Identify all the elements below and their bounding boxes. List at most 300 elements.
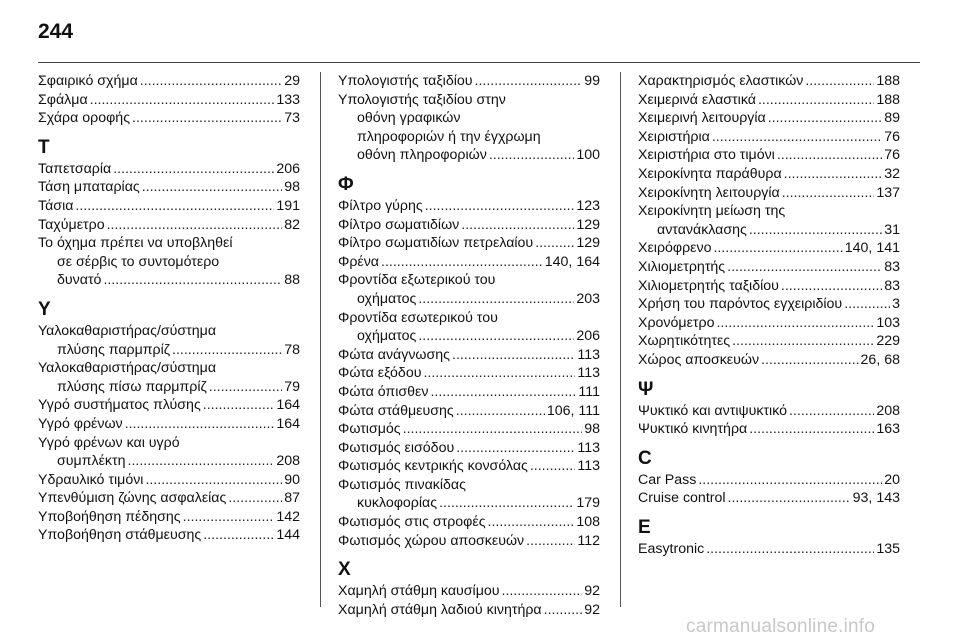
entry-leader-line	[38, 489, 300, 508]
page-reference: 103	[876, 314, 900, 331]
dot-leader	[535, 234, 574, 253]
dot-leader	[461, 216, 574, 235]
entry-term: Cruise control	[638, 490, 726, 507]
entry-leader-line	[38, 452, 300, 471]
entry-term: Φώτα όπισθεν	[338, 383, 429, 400]
header-rule	[38, 62, 920, 63]
entry-term: Σφαιρικό σχήμα	[38, 73, 138, 89]
index-entry	[638, 72, 900, 91]
page-reference: 135	[876, 540, 900, 557]
entry-leader-line	[338, 346, 600, 365]
entry-leader-line	[638, 420, 900, 439]
index-entry	[338, 234, 600, 253]
entry-term-line: Το όχημα πρέπει να υποβληθεί	[38, 235, 233, 252]
page-reference: 164	[276, 415, 300, 432]
index-entry	[638, 540, 900, 559]
index-entry	[338, 513, 600, 532]
entry-term: πλύσης παρμπρίζ	[57, 341, 171, 358]
entry-leader-line	[38, 341, 300, 360]
index-entry	[338, 601, 600, 620]
entry-leader-line	[638, 239, 900, 258]
entry-leader-line	[338, 457, 600, 476]
page-reference: 179	[576, 495, 600, 512]
index-entry	[338, 420, 600, 439]
entry-term: Easytronic	[638, 540, 705, 557]
index-entry	[38, 197, 300, 216]
page-reference: 113	[577, 346, 600, 363]
section-letter: E	[638, 516, 651, 538]
page-reference: 142	[276, 508, 300, 525]
entry-leader-line	[338, 582, 600, 601]
entry-leader-line	[338, 234, 600, 253]
entry-term: Σφάλμα	[38, 91, 88, 108]
entry-leader-line	[38, 271, 300, 290]
section-letter: Χ	[338, 559, 351, 581]
entry-term: Φίλτρο σωματιδίων πετρελαίου	[338, 235, 534, 252]
index-entry	[338, 364, 600, 383]
index-entry	[638, 165, 900, 184]
section-letter: C	[638, 447, 652, 469]
dot-leader	[712, 128, 882, 147]
entry-term: Φωτισμός εισόδου	[338, 439, 455, 456]
entry-term-line: Υπολογιστής ταξιδίου στην	[338, 91, 506, 108]
page-reference: 140, 141	[844, 240, 900, 257]
page-reference: 76	[884, 147, 900, 164]
index-entry	[38, 160, 300, 179]
page-reference: 203	[576, 290, 600, 307]
dot-leader	[183, 508, 275, 527]
index-entry	[338, 439, 600, 458]
dot-leader	[782, 184, 875, 203]
page-reference: 83	[884, 277, 900, 294]
entry-leader-line	[338, 383, 600, 402]
entry-leader-line	[638, 128, 900, 147]
entry-leader-line	[638, 295, 900, 314]
entry-leader-line	[638, 471, 900, 490]
page-reference: 113	[577, 458, 600, 475]
page-reference: 26, 68	[860, 351, 900, 368]
entry-term: Τάση μπαταρίας	[38, 179, 140, 196]
entry-term: συμπλέκτη	[57, 453, 126, 470]
index-entry	[38, 234, 300, 290]
dot-leader	[418, 327, 574, 346]
section-letter: Ψ	[638, 378, 654, 400]
dot-leader	[381, 253, 543, 272]
entry-term-line: Υαλοκαθαριστήρας/σύστημα	[38, 360, 217, 377]
entry-leader-line	[638, 91, 900, 110]
index-entry	[38, 489, 300, 508]
page-reference: 78	[284, 341, 300, 358]
page-reference: 140, 164	[544, 253, 600, 270]
dot-leader	[456, 402, 545, 421]
page-reference: 144	[276, 527, 300, 544]
dot-leader	[530, 457, 576, 476]
entry-leader-line	[38, 216, 300, 235]
dot-leader	[456, 439, 575, 458]
dot-leader	[789, 402, 874, 421]
index-entry	[638, 258, 900, 277]
index-entry	[38, 91, 300, 110]
index-entry	[338, 582, 600, 601]
page-reference: 3	[892, 296, 900, 313]
dot-leader	[75, 197, 274, 216]
entry-leader-line	[338, 513, 600, 532]
index-column-2	[338, 72, 600, 619]
entry-leader-line	[338, 290, 600, 309]
entry-term: δυνατό	[57, 272, 102, 289]
index-entry	[338, 476, 600, 513]
dot-leader	[103, 271, 282, 290]
entry-term: Car Pass	[638, 471, 697, 488]
index-entry	[38, 508, 300, 527]
page-reference: 137	[876, 184, 900, 201]
index-entry	[338, 271, 600, 308]
page-reference: 133	[276, 91, 300, 108]
dot-leader	[209, 378, 282, 397]
entry-term: Χειμερινή λειτουργία	[638, 110, 766, 127]
page-reference: 208	[276, 453, 300, 470]
section-letter: Τ	[38, 136, 50, 158]
entry-leader-line	[338, 72, 600, 91]
dot-leader	[489, 146, 575, 165]
index-column-1	[38, 72, 300, 545]
page-reference: 191	[276, 197, 300, 214]
page-reference: 98	[284, 179, 300, 196]
index-entry	[638, 128, 900, 147]
index-entry	[38, 434, 300, 471]
entry-leader-line	[638, 540, 900, 559]
entry-term-line: Υαλοκαθαριστήρας/σύστημα	[38, 322, 217, 339]
entry-term-line: σε σέρβις το συντομότερο	[57, 253, 220, 270]
dot-leader	[728, 489, 851, 508]
entry-leader-line	[38, 109, 300, 128]
entry-term: Χειμερινά ελαστικά	[638, 91, 756, 108]
entry-leader-line	[338, 146, 600, 165]
dot-leader	[142, 178, 282, 197]
dot-leader	[544, 601, 583, 620]
dot-leader	[768, 109, 882, 128]
page-reference: 93, 143	[852, 490, 900, 507]
entry-leader-line	[38, 197, 300, 216]
entry-leader-line	[38, 396, 300, 415]
page-reference: 123	[576, 197, 600, 214]
index-entry	[638, 351, 900, 370]
entry-term: Χαμηλή στάθμη λαδιού κινητήρα	[338, 601, 542, 618]
watermark: carmanualsonline.info	[686, 616, 876, 637]
entry-leader-line	[638, 109, 900, 128]
page-reference: 92	[584, 583, 600, 600]
index-entry	[38, 415, 300, 434]
entry-term: Ψυκτικό και αντιψυκτικό	[638, 402, 788, 419]
page-number: 244	[38, 20, 74, 43]
entry-leader-line	[338, 532, 600, 551]
page-reference: 129	[576, 235, 600, 252]
entry-leader-line	[638, 184, 900, 203]
dot-leader	[140, 72, 282, 91]
dot-leader	[805, 72, 874, 91]
entry-term: Υγρό συστήματος πλύσης	[38, 397, 201, 414]
page-reference: 164	[276, 397, 300, 414]
dot-leader	[132, 109, 282, 128]
entry-term-line: Υγρό φρένων και υγρό	[38, 434, 180, 451]
index-entry	[638, 146, 900, 165]
entry-leader-line	[638, 332, 900, 351]
index-entry	[338, 346, 600, 365]
dot-leader	[758, 91, 874, 110]
entry-term: κυκλοφορίας	[357, 495, 438, 512]
dot-leader	[526, 532, 575, 551]
entry-leader-line	[638, 258, 900, 277]
entry-term: Φωτισμός στις στροφές	[338, 514, 486, 531]
index-entry	[638, 332, 900, 351]
entry-term: Σχάρα οροφής	[38, 110, 131, 127]
page-reference: 206	[276, 160, 300, 177]
entry-term: οθόνη πληροφοριών	[357, 147, 487, 164]
page-reference: 31	[884, 221, 900, 238]
dot-leader	[430, 383, 576, 402]
dot-leader	[844, 295, 890, 314]
page-reference: 113	[577, 439, 600, 456]
index-entry	[638, 489, 900, 508]
page-reference: 163	[876, 421, 900, 438]
entry-leader-line	[338, 402, 600, 421]
entry-term: Υπενθύμιση ζώνης ασφαλείας	[38, 490, 227, 507]
index-entry	[338, 91, 600, 165]
entry-term: αντανάκλασης	[657, 221, 747, 238]
index-entry	[638, 202, 900, 239]
entry-term: Χειριστήρια	[638, 128, 710, 145]
column-divider	[620, 72, 621, 607]
index-entry	[638, 314, 900, 333]
index-entry	[638, 471, 900, 490]
dot-leader	[425, 197, 575, 216]
entry-term: Χειρόφρενο	[638, 240, 712, 257]
entry-leader-line	[338, 216, 600, 235]
index-entry	[338, 383, 600, 402]
page-reference: 92	[584, 601, 600, 618]
dot-leader	[727, 258, 882, 277]
dot-leader	[777, 146, 882, 165]
page-reference: 100	[576, 147, 600, 164]
dot-leader	[716, 314, 874, 333]
index-entry	[338, 72, 600, 91]
entry-term: Φωτισμός χώρου αποσκευών	[338, 532, 525, 549]
entry-term: Υγρό φρένων	[38, 415, 123, 432]
index-column-3	[638, 72, 900, 558]
index-entry	[38, 471, 300, 490]
dot-leader	[502, 582, 583, 601]
entry-leader-line	[338, 494, 600, 513]
entry-leader-line	[638, 146, 900, 165]
index-entry	[38, 322, 300, 359]
dot-leader	[128, 452, 275, 471]
dot-leader	[423, 364, 575, 383]
page-reference: 32	[884, 165, 900, 182]
entry-term: πλύσης πίσω παρμπρίζ	[57, 378, 207, 395]
index-entry	[338, 309, 600, 346]
entry-term: Φωτισμός κεντρικής κονσόλας	[338, 458, 528, 475]
entry-term: Υποβοήθηση στάθμευσης	[38, 527, 202, 544]
dot-leader	[145, 471, 282, 490]
entry-leader-line	[38, 72, 300, 91]
entry-term: Χειροκίνητα παράθυρα	[638, 165, 782, 182]
entry-leader-line	[38, 526, 300, 545]
dot-leader	[761, 351, 858, 370]
dot-leader	[125, 415, 275, 434]
index-entry	[638, 277, 900, 296]
page-reference: 88	[284, 272, 300, 289]
page-reference: 79	[284, 378, 300, 395]
entry-leader-line	[38, 178, 300, 197]
dot-leader	[452, 346, 575, 365]
entry-leader-line	[638, 221, 900, 240]
index-entry	[638, 184, 900, 203]
dot-leader	[172, 341, 282, 360]
entry-term: Φίλτρο γύρης	[338, 197, 423, 214]
dot-leader	[113, 160, 274, 179]
entry-term: Φωτισμός	[338, 421, 401, 438]
page-reference: 83	[884, 258, 900, 275]
index-entry	[38, 72, 300, 91]
page-reference: 99	[584, 73, 600, 89]
page-reference: 89	[884, 110, 900, 127]
entry-term: Χιλιομετρητής	[638, 258, 726, 275]
index-entry	[38, 526, 300, 545]
index-entry	[338, 402, 600, 421]
page-reference: 108	[576, 514, 600, 531]
section-letter: Φ	[338, 173, 354, 195]
page-reference: 129	[576, 216, 600, 233]
entry-leader-line	[638, 489, 900, 508]
entry-term: Φώτα στάθμευσης	[338, 402, 454, 419]
page-reference: 20	[884, 471, 900, 488]
entry-term-line: Φωτισμός πινακίδας	[338, 476, 466, 493]
index-entry	[38, 216, 300, 235]
entry-term: Χωρητικότητες	[638, 333, 731, 350]
entry-term: Φίλτρο σωματιδίων	[338, 216, 460, 233]
dot-leader	[203, 396, 275, 415]
entry-term: οχήματος	[357, 328, 417, 345]
page-reference: 87	[284, 490, 300, 507]
entry-leader-line	[638, 351, 900, 370]
index-entry	[38, 396, 300, 415]
entry-term-line: Φροντίδα εξωτερικού του	[338, 272, 496, 289]
index-entry	[338, 253, 600, 272]
entry-leader-line	[38, 508, 300, 527]
page-reference: 76	[884, 128, 900, 145]
index-entry	[38, 178, 300, 197]
index-entry	[638, 91, 900, 110]
entry-leader-line	[38, 471, 300, 490]
entry-term: Ψυκτικό κινητήρα	[638, 421, 748, 438]
dot-leader	[706, 540, 874, 559]
dot-leader	[203, 526, 274, 545]
entry-term-line: Χειροκίνητη μείωση της	[638, 203, 786, 220]
dot-leader	[781, 277, 882, 296]
entry-term: Φώτα ανάγνωσης	[338, 346, 450, 363]
index-entry	[638, 239, 900, 258]
entry-term: Υπολογιστής ταξιδίου	[338, 73, 473, 89]
entry-leader-line	[338, 364, 600, 383]
entry-term: Ταπετσαρία	[38, 160, 112, 177]
dot-leader	[475, 72, 583, 91]
entry-term: Χιλιομετρητής ταξιδίου	[638, 277, 779, 294]
dot-leader	[784, 165, 883, 184]
dot-leader	[403, 420, 583, 439]
entry-leader-line	[638, 402, 900, 421]
entry-term: Χώρος αποσκευών	[638, 351, 760, 368]
index-entry	[338, 457, 600, 476]
page-reference: 73	[284, 110, 300, 127]
entry-leader-line	[338, 420, 600, 439]
entry-term: Χρονόμετρο	[638, 314, 715, 331]
index-entry	[638, 109, 900, 128]
entry-term-line: οθόνη γραφικών	[357, 110, 461, 127]
entry-leader-line	[338, 253, 600, 272]
page-reference: 188	[876, 91, 900, 108]
column-divider	[320, 72, 321, 607]
page-reference: 113	[577, 365, 600, 382]
entry-leader-line	[638, 165, 900, 184]
entry-leader-line	[38, 378, 300, 397]
entry-term: Χειριστήρια στο τιμόνι	[638, 147, 775, 164]
dot-leader	[732, 332, 874, 351]
entry-term: Χειροκίνητη λειτουργία	[638, 184, 780, 201]
entry-term: Χρήση του παρόντος εγχειριδίου	[638, 296, 843, 313]
page-reference: 106, 111	[546, 402, 600, 419]
dot-leader	[488, 513, 575, 532]
dot-leader	[698, 471, 882, 490]
page-reference: 111	[578, 383, 600, 400]
entry-term: Τάσια	[38, 197, 74, 214]
entry-leader-line	[38, 91, 300, 110]
index-entry	[638, 295, 900, 314]
dot-leader	[749, 420, 874, 439]
page-reference: 112	[577, 532, 600, 549]
entry-leader-line	[38, 415, 300, 434]
page-reference: 206	[576, 328, 600, 345]
dot-leader	[90, 91, 275, 110]
page-reference: 90	[284, 471, 300, 488]
index-entry	[338, 216, 600, 235]
entry-leader-line	[338, 327, 600, 346]
dot-leader	[418, 290, 574, 309]
entry-term: Υποβοήθηση πέδησης	[38, 508, 181, 525]
entry-term-line: Φροντίδα εσωτερικού του	[338, 309, 498, 326]
entry-term: Φρένα	[338, 253, 380, 270]
index-entry	[338, 532, 600, 551]
entry-term: οχήματος	[357, 290, 417, 307]
dot-leader	[107, 216, 283, 235]
page-reference: 98	[584, 421, 600, 438]
entry-leader-line	[338, 439, 600, 458]
page-reference: 229	[876, 333, 900, 350]
entry-term: Χαμηλή στάθμη καυσίμου	[338, 583, 500, 600]
entry-term-line: πληροφοριών ή την έγχρωμη	[357, 128, 541, 145]
entry-leader-line	[638, 314, 900, 333]
entry-term: Χαρακτηρισμός ελαστικών	[638, 73, 804, 89]
page-reference: 82	[284, 216, 300, 233]
entry-leader-line	[638, 72, 900, 91]
dot-leader	[439, 494, 574, 513]
index-entry	[338, 197, 600, 216]
index-entry	[38, 359, 300, 396]
index-entry	[638, 402, 900, 421]
page-reference: 208	[876, 402, 900, 419]
page-reference: 29	[284, 73, 300, 89]
entry-leader-line	[338, 601, 600, 620]
page-reference: 188	[876, 73, 900, 89]
